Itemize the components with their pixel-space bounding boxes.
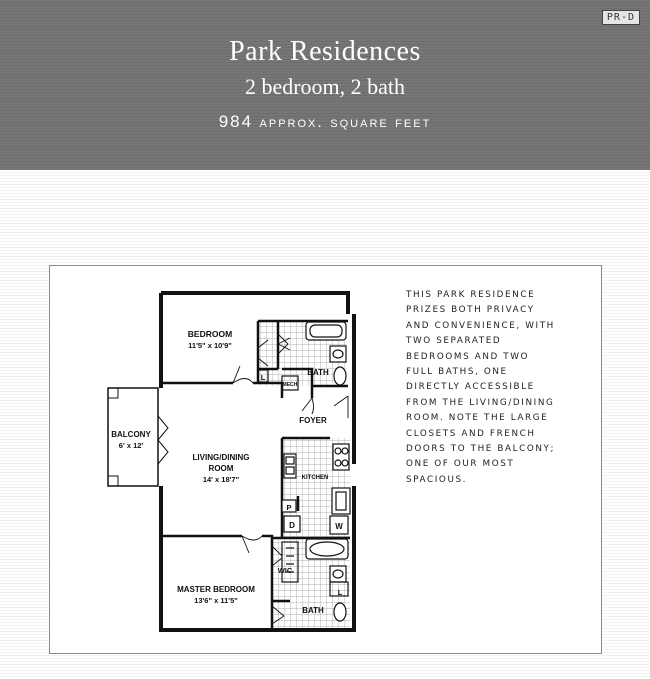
linen-top-label: L [260, 373, 266, 382]
living-label: LIVING/DINING [192, 453, 250, 462]
header-banner [0, 0, 650, 170]
square-footage-label: approx. square feet [259, 114, 432, 131]
property-title: Park Residences [229, 36, 421, 67]
wic-label: WIC [277, 566, 293, 575]
square-footage-number: 984 [218, 112, 254, 131]
foyer-label: FOYER [299, 416, 327, 425]
kitchen-label: KITCHEN [301, 475, 329, 481]
bath-bottom-label: BATH [302, 606, 324, 615]
linen-bottom-label: L [337, 588, 343, 597]
bedroom-label: BEDROOM [187, 329, 233, 339]
dryer-label: D [289, 521, 295, 530]
bath-top-label: BATH [307, 368, 329, 377]
plan-description: THIS PARK RESIDENCE PRIZES BOTH PRIVACY AND CONVENIENCE, WITH TWO SEPARATED BEDROOMS AND TWO FULL BATHS, ONE DIRECTLY ACCESSIBLE FROM THE LIVING/DINING ROOM. NOTE THE LARGE CLOSETS AND FRENCH DOORS TO THE BALCONY; ONE OF OUR MOST SPACIOUS. [406, 290, 556, 485]
washer-label: W [335, 522, 343, 531]
square-footage [0, 112, 650, 132]
mech-label: MECH [282, 382, 298, 388]
master-bedroom-label: MASTER BEDROOM [177, 585, 255, 594]
balcony-label: BALCONY [111, 430, 151, 439]
master-bedroom-size: 13'6" x 11'5" [194, 596, 238, 605]
pantry-label: P [286, 503, 292, 512]
plan-code-badge: PR-D [602, 10, 640, 25]
unit-subtitle: 2 bedroom, 2 bath [244, 74, 406, 99]
living-label-room: ROOM [208, 464, 234, 473]
living-size: 14' x 18'7" [202, 475, 240, 484]
balcony-size: 6' x 12' [118, 441, 144, 450]
floor-plan-panel [49, 265, 602, 654]
bedroom-size: 11'5" x 10'9" [188, 341, 232, 350]
